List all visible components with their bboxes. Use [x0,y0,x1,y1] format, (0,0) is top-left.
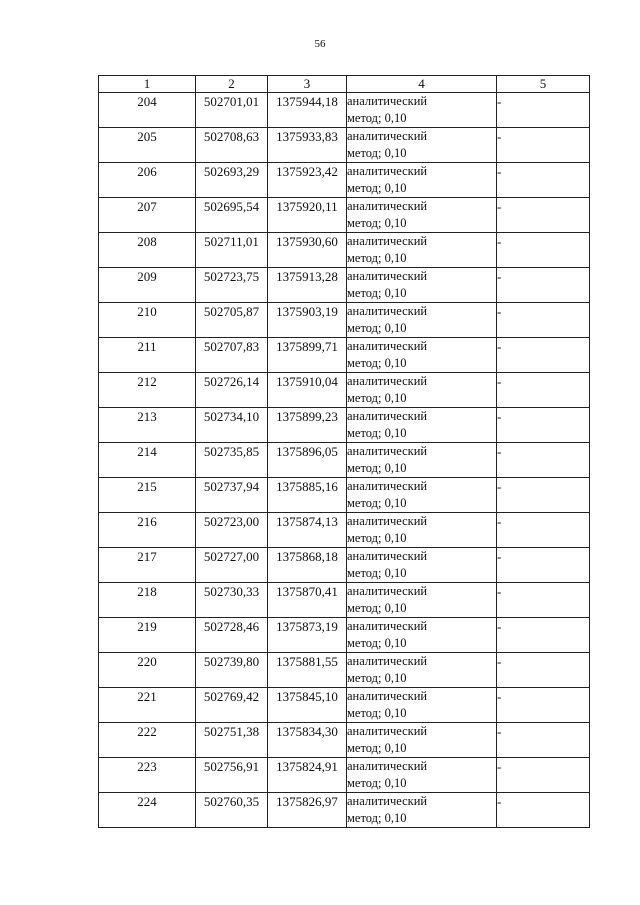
method-line-2: метод; 0,10 [347,321,407,335]
table-row [99,793,590,828]
point-number-cell: 215 [99,478,196,513]
column-header-4: 4 [347,76,497,93]
method-line-2: метод; 0,10 [347,601,407,615]
y-coordinate-cell: 1375923,42 [268,163,347,198]
note-cell: - [497,688,590,723]
point-number-cell: 214 [99,443,196,478]
note-cell: - [497,128,590,163]
method-line-1: аналитический [347,164,428,178]
point-number-cell: 218 [99,583,196,618]
table-row [99,233,590,268]
method-line-2: метод; 0,10 [347,636,407,650]
x-coordinate-cell: 502723,75 [196,268,268,303]
point-number-cell: 211 [99,338,196,373]
method-line-1: аналитический [347,374,428,388]
y-coordinate-cell: 1375899,71 [268,338,347,373]
table-row [99,513,590,548]
y-coordinate-cell: 1375874,13 [268,513,347,548]
x-coordinate-cell: 502701,01 [196,93,268,128]
note-cell: - [497,338,590,373]
x-coordinate-cell: 502760,35 [196,793,268,828]
table-header-row [99,76,590,93]
method-line-2: метод; 0,10 [347,181,407,195]
method-cell [347,373,497,408]
method-line-1: аналитический [347,129,428,143]
point-number-cell: 207 [99,198,196,233]
method-line-2: метод; 0,10 [347,286,407,300]
note-cell: - [497,163,590,198]
method-line-1: аналитический [347,794,428,808]
method-cell [347,723,497,758]
note-cell: - [497,303,590,338]
note-cell: - [497,653,590,688]
method-line-2: метод; 0,10 [347,251,407,265]
method-cell [347,513,497,548]
table-row [99,408,590,443]
y-coordinate-cell: 1375834,30 [268,723,347,758]
table-row [99,478,590,513]
table-row [99,338,590,373]
point-number-cell: 221 [99,688,196,723]
y-coordinate-cell: 1375896,05 [268,443,347,478]
method-line-1: аналитический [347,584,428,598]
table-row [99,548,590,583]
method-line-1: аналитический [347,654,428,668]
y-coordinate-cell: 1375944,18 [268,93,347,128]
method-line-2: метод; 0,10 [347,566,407,580]
table-row [99,268,590,303]
method-line-2: метод; 0,10 [347,706,407,720]
point-number-cell: 213 [99,408,196,443]
point-number-cell: 210 [99,303,196,338]
table-row [99,198,590,233]
page-number: 56 [314,38,326,50]
note-cell: - [497,548,590,583]
x-coordinate-cell: 502693,29 [196,163,268,198]
x-coordinate-cell: 502707,83 [196,338,268,373]
method-line-1: аналитический [347,724,428,738]
point-number-cell: 209 [99,268,196,303]
y-coordinate-cell: 1375930,60 [268,233,347,268]
method-line-2: метод; 0,10 [347,146,407,160]
y-coordinate-cell: 1375899,23 [268,408,347,443]
method-line-2: метод; 0,10 [347,461,407,475]
method-line-1: аналитический [347,689,428,703]
x-coordinate-cell: 502751,38 [196,723,268,758]
column-header-1: 1 [99,76,196,93]
table-row [99,688,590,723]
table-row [99,128,590,163]
method-line-1: аналитический [347,759,428,773]
column-header-2: 2 [196,76,268,93]
method-line-2: метод; 0,10 [347,671,407,685]
point-number-cell: 220 [99,653,196,688]
x-coordinate-cell: 502708,63 [196,128,268,163]
method-cell [347,548,497,583]
point-number-cell: 204 [99,93,196,128]
table-row [99,373,590,408]
table-row [99,723,590,758]
column-header-3: 3 [268,76,347,93]
table-row [99,93,590,128]
method-cell [347,233,497,268]
method-line-1: аналитический [347,619,428,633]
y-coordinate-cell: 1375826,97 [268,793,347,828]
point-number-cell: 217 [99,548,196,583]
method-line-1: аналитический [347,549,428,563]
y-coordinate-cell: 1375870,41 [268,583,347,618]
table-row [99,443,590,478]
x-coordinate-cell: 502756,91 [196,758,268,793]
x-coordinate-cell: 502705,87 [196,303,268,338]
x-coordinate-cell: 502739,80 [196,653,268,688]
point-number-cell: 206 [99,163,196,198]
column-header-5: 5 [497,76,590,93]
note-cell: - [497,268,590,303]
method-cell [347,653,497,688]
coordinates-table [98,75,590,828]
method-line-1: аналитический [347,514,428,528]
x-coordinate-cell: 502727,00 [196,548,268,583]
method-cell [347,198,497,233]
note-cell: - [497,443,590,478]
x-coordinate-cell: 502735,85 [196,443,268,478]
method-cell [347,268,497,303]
x-coordinate-cell: 502726,14 [196,373,268,408]
method-line-2: метод; 0,10 [347,531,407,545]
point-number-cell: 212 [99,373,196,408]
method-line-1: аналитический [347,444,428,458]
method-line-1: аналитический [347,234,428,248]
method-cell [347,163,497,198]
method-cell [347,338,497,373]
y-coordinate-cell: 1375913,28 [268,268,347,303]
method-cell [347,618,497,653]
y-coordinate-cell: 1375824,91 [268,758,347,793]
method-line-1: аналитический [347,304,428,318]
method-cell [347,303,497,338]
method-cell [347,128,497,163]
method-cell [347,408,497,443]
method-line-2: метод; 0,10 [347,426,407,440]
point-number-cell: 205 [99,128,196,163]
y-coordinate-cell: 1375903,19 [268,303,347,338]
note-cell: - [497,758,590,793]
method-cell [347,93,497,128]
method-cell [347,443,497,478]
x-coordinate-cell: 502728,46 [196,618,268,653]
method-cell [347,688,497,723]
table-row [99,758,590,793]
x-coordinate-cell: 502737,94 [196,478,268,513]
method-line-2: метод; 0,10 [347,391,407,405]
note-cell: - [497,198,590,233]
y-coordinate-cell: 1375868,18 [268,548,347,583]
point-number-cell: 223 [99,758,196,793]
method-line-1: аналитический [347,409,428,423]
table-row [99,163,590,198]
method-line-1: аналитический [347,479,428,493]
point-number-cell: 222 [99,723,196,758]
note-cell: - [497,408,590,443]
method-line-2: метод; 0,10 [347,111,407,125]
point-number-cell: 216 [99,513,196,548]
y-coordinate-cell: 1375910,04 [268,373,347,408]
y-coordinate-cell: 1375920,11 [268,198,347,233]
method-line-2: метод; 0,10 [347,811,407,825]
table-body [99,93,590,828]
x-coordinate-cell: 502695,54 [196,198,268,233]
table-row [99,653,590,688]
method-line-2: метод; 0,10 [347,741,407,755]
point-number-cell: 219 [99,618,196,653]
point-number-cell: 208 [99,233,196,268]
method-line-1: аналитический [347,94,428,108]
x-coordinate-cell: 502711,01 [196,233,268,268]
note-cell: - [497,373,590,408]
y-coordinate-cell: 1375885,16 [268,478,347,513]
method-line-2: метод; 0,10 [347,216,407,230]
y-coordinate-cell: 1375881,55 [268,653,347,688]
note-cell: - [497,478,590,513]
note-cell: - [497,93,590,128]
note-cell: - [497,793,590,828]
method-cell [347,583,497,618]
x-coordinate-cell: 502723,00 [196,513,268,548]
y-coordinate-cell: 1375873,19 [268,618,347,653]
note-cell: - [497,723,590,758]
note-cell: - [497,513,590,548]
method-line-1: аналитический [347,269,428,283]
y-coordinate-cell: 1375845,10 [268,688,347,723]
y-coordinate-cell: 1375933,83 [268,128,347,163]
method-cell [347,793,497,828]
x-coordinate-cell: 502730,33 [196,583,268,618]
method-line-2: метод; 0,10 [347,496,407,510]
method-line-2: метод; 0,10 [347,356,407,370]
method-line-1: аналитический [347,339,428,353]
method-line-2: метод; 0,10 [347,776,407,790]
x-coordinate-cell: 502769,42 [196,688,268,723]
table-row [99,618,590,653]
note-cell: - [497,233,590,268]
note-cell: - [497,618,590,653]
table-row [99,583,590,618]
table-row [99,303,590,338]
x-coordinate-cell: 502734,10 [196,408,268,443]
method-line-1: аналитический [347,199,428,213]
method-cell [347,758,497,793]
point-number-cell: 224 [99,793,196,828]
method-cell [347,478,497,513]
note-cell: - [497,583,590,618]
